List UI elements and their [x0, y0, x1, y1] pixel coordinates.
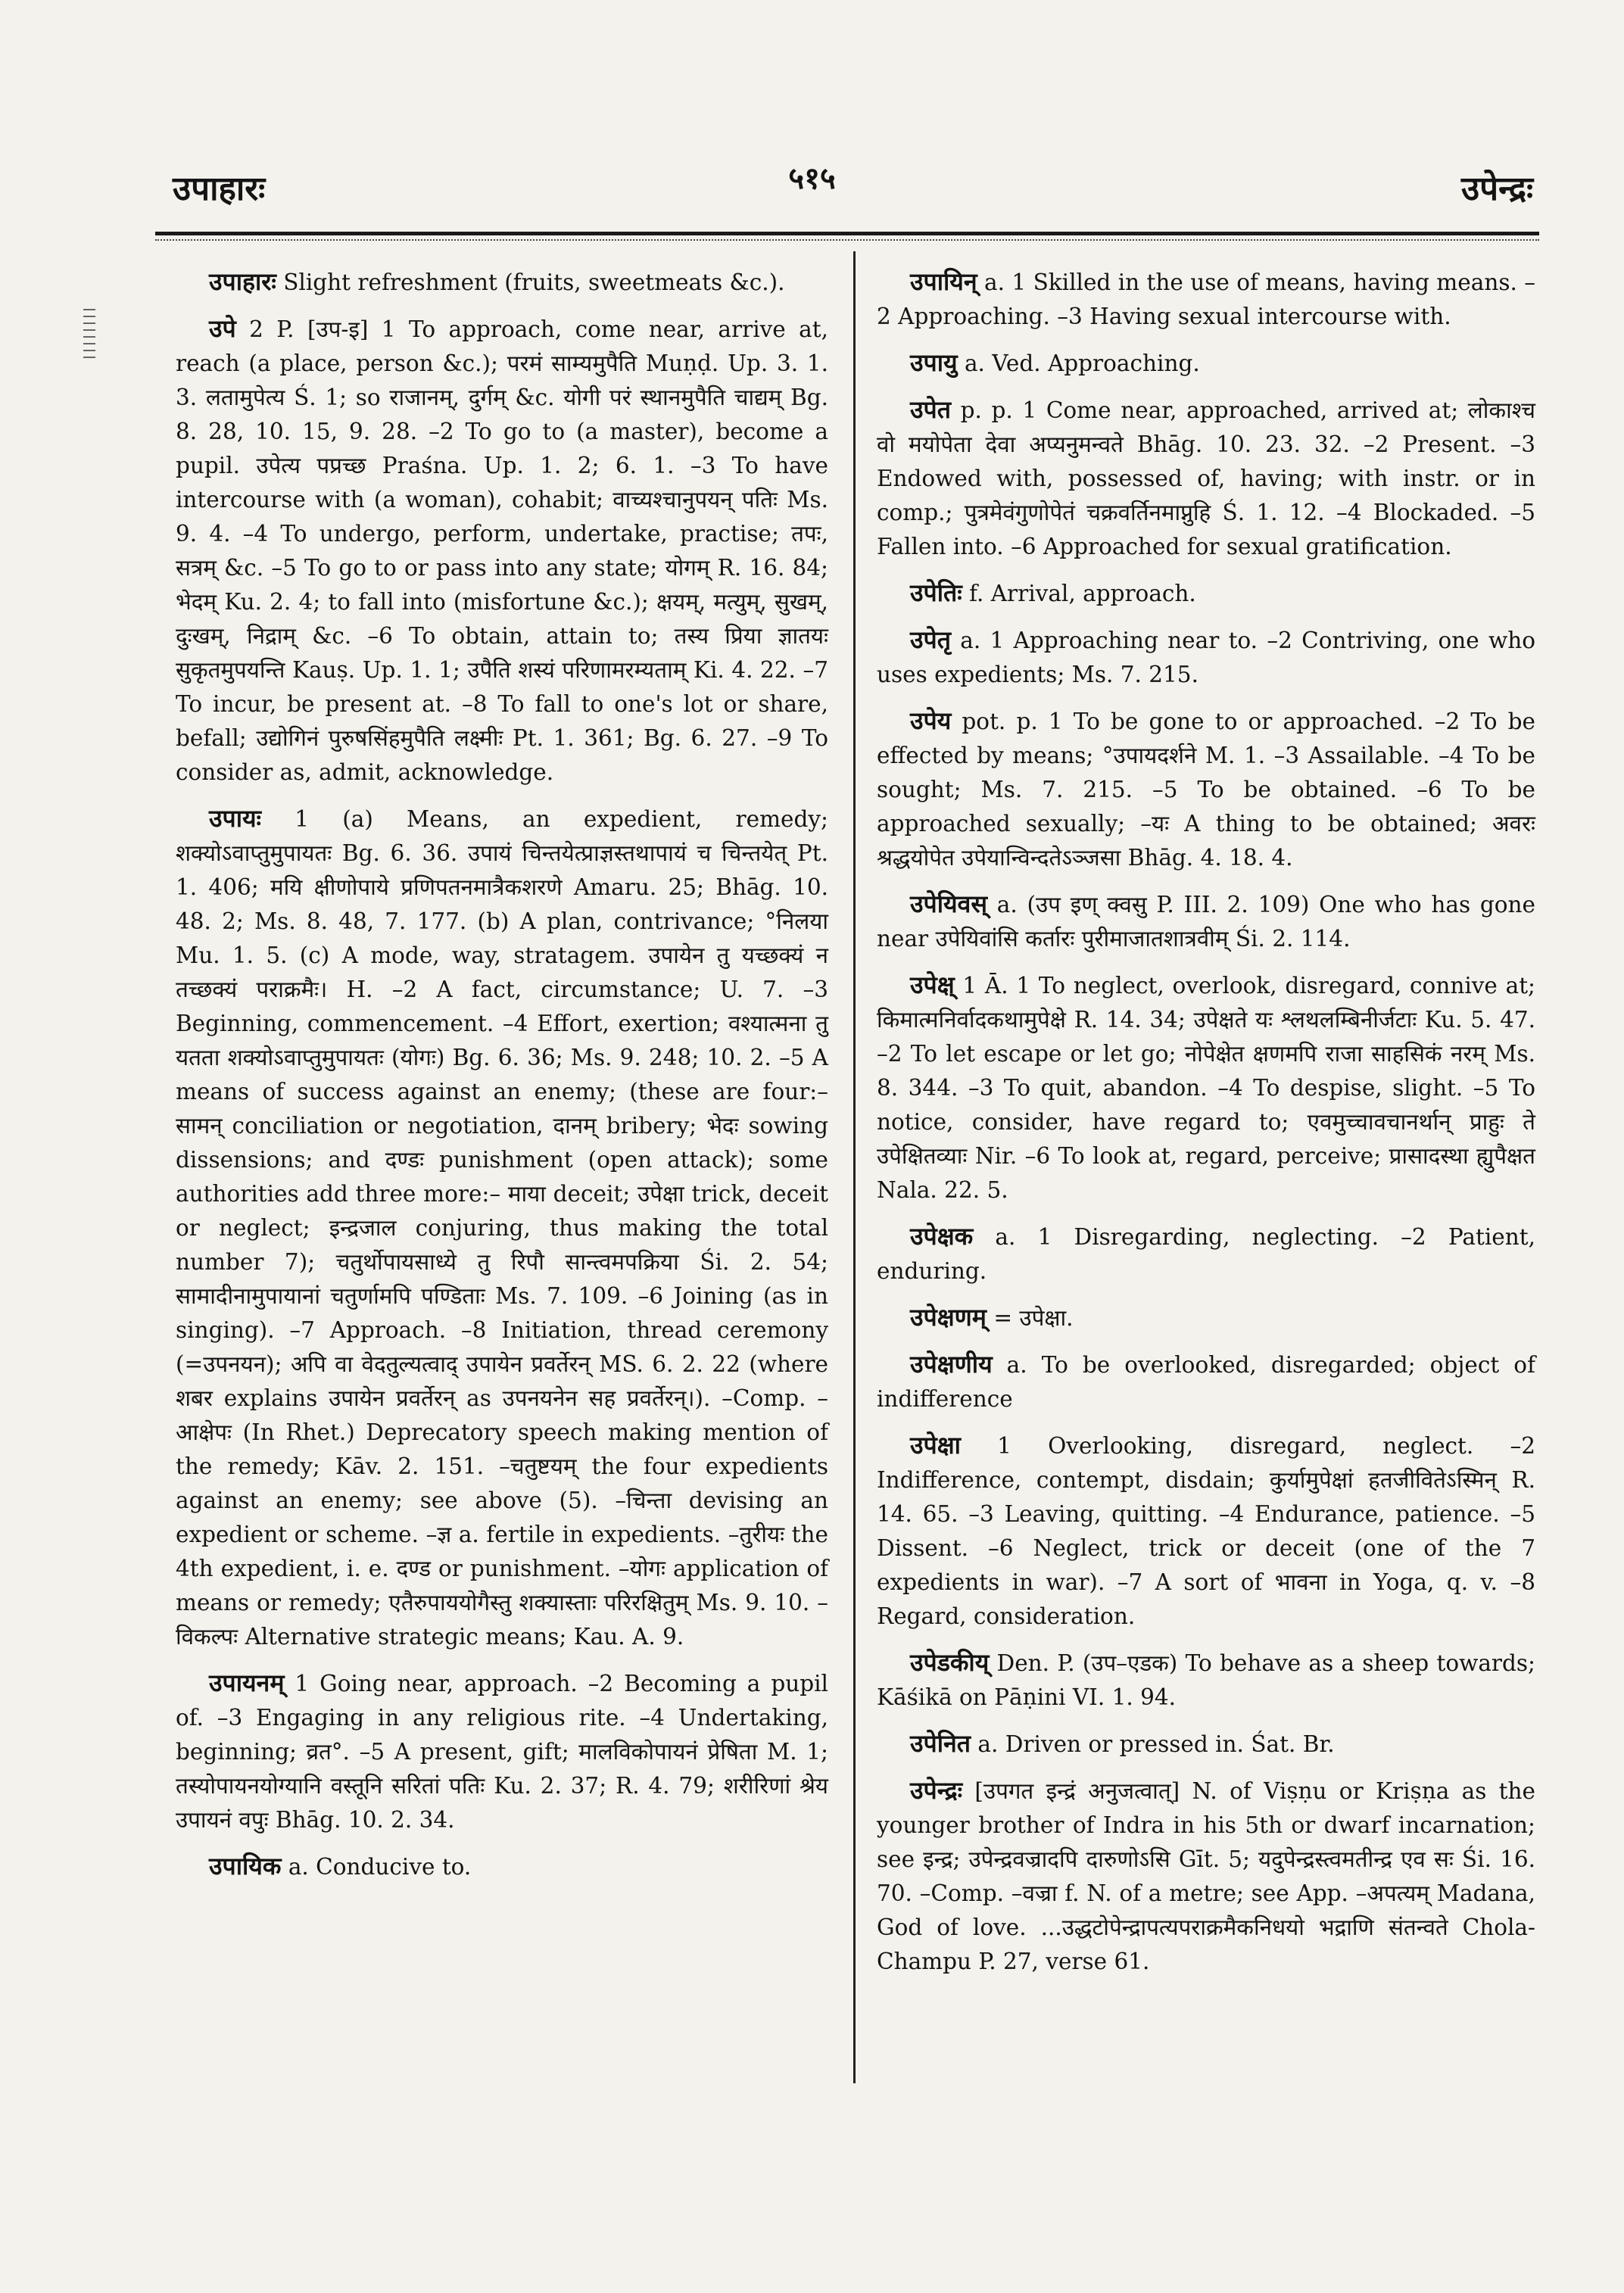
entry-headword: उपेक्ष् — [910, 970, 955, 999]
page-number: ५१५ — [788, 160, 836, 196]
entry-headword: उपायः — [209, 804, 262, 833]
entry-definition: = उपेक्षा. — [986, 1305, 1074, 1331]
entry-definition: a. 1 Disregarding, neglecting. –2 Patient, enduring. — [877, 1224, 1535, 1284]
entry-definition: a. Conducive to. — [281, 1854, 472, 1880]
running-head-right: उपेन्द्रः — [1461, 170, 1533, 208]
dictionary-entry — [877, 968, 1535, 1207]
entry-definition: a. Driven or pressed in. Śat. Br. — [971, 1731, 1335, 1757]
entry-headword: उपेत — [910, 395, 951, 424]
entry-definition: a. To be overlooked, disregarded; object of indifference — [877, 1352, 1535, 1412]
entry-headword: उपेडकीय् — [910, 1648, 990, 1677]
dictionary-entry — [176, 1849, 828, 1884]
entry-headword: उपायिन् — [910, 267, 977, 296]
dictionary-entry — [877, 1301, 1535, 1335]
header-dotted-rule — [155, 239, 1539, 241]
entry-definition: 2 P. [उप-इ] 1 To approach, come near, arrive at, reach (a place, person &c.); परमं साम्यमुपैति Muṇḍ. Up. 3. 1. 3. लतामुपेत्य Ś. 1; so राजानम्, दुर्गम् &c. योगी परं स्थानमुपैति चाद्यम् Bg. 8. 28, 10. 15, 9. 28. –2 To go to (a master), become a pupil. उपेत्य पप्रच्छ Praśna. Up. 1. 2; 6. 1. –3 To have intercourse with (a woman), cohabit; वाच्यश्चानुपयन् पतिः Ms. 9. 4. –4 To undergo, perform, undertake, practise; तपः, सत्रम् &c. –5 To go to or pass into any state; योगम् R. 16. 84; भेदम् Ku. 2. 4; to fall into (misfortune &c.); क्षयम्, मत्युम्, सुखम्, दुःखम्, निद्राम् &c. –6 To obtain, attain to; तस्य प्रिया ज्ञातयः सुकृतमुपयन्ति Kauṣ. Up. 1. 1; उपैति शस्यं परिणामरम्यताम् Ki. 4. 22. –7 To incur, be present at. –8 To fall to one's lot or share, befall; उद्योगिनं पुरुषसिंहमुपैति लक्ष्मीः Pt. 1. 361; Bg. 6. 27. –9 To consider as, admit, acknowledge. — [176, 316, 828, 785]
entry-definition: 1 Going near, approach. –2 Becoming a pupil of. –3 Engaging in any religious rite. –4 Undertaking, beginning; व्रत°. –5 A present, gift; मालविकोपायनं प्रेषिता M. 1; तस्योपायनयोग्यानि वस्तूनि सरितां पतिः Ku. 2. 37; R. 4. 79; शरीरिणां श्रेय उपायनं वपुः Bhāg. 10. 2. 34. — [176, 1671, 828, 1833]
dictionary-entry — [176, 312, 828, 790]
dictionary-entry — [877, 346, 1535, 381]
dictionary-entry — [877, 576, 1535, 611]
column-divider — [853, 251, 856, 2083]
running-head-left: उपाहारः — [173, 170, 266, 208]
entry-headword: उपेतृ — [910, 625, 951, 654]
entry-headword: उपेक्षक — [910, 1222, 974, 1251]
entry-headword: उपेक्षणम् — [910, 1303, 987, 1332]
entry-headword: उपेनित — [910, 1729, 971, 1758]
dictionary-entry — [877, 1428, 1535, 1634]
margin-tick-marks — [83, 309, 95, 359]
entry-definition: a. Ved. Approaching. — [957, 350, 1200, 376]
dictionary-entry — [176, 802, 828, 1654]
entry-definition: Slight refreshment (fruits, sweetmeats &c.). — [276, 269, 785, 295]
entry-headword: उपे — [209, 314, 236, 343]
dictionary-entry — [877, 623, 1535, 692]
right-column — [877, 265, 1535, 1991]
entry-definition: a. 1 Skilled in the use of means, having means. –2 Approaching. –3 Having sexual intercourse with. — [877, 269, 1535, 329]
entry-definition: p. p. 1 Come near, approached, arrived at; लोकाश्च वो मयोपेता देवा अप्यनुमन्वते Bhāg. 10. 23. 32. –2 Present. –3 Endowed with, possessed of, having; with instr. or in comp.; पुत्रमेवंगुणोपेतं चक्रवर्तिनमाप्नुहि Ś. 1. 12. –4 Blockaded. –5 Fallen into. –6 Approached for sexual gratification. — [877, 397, 1535, 559]
dictionary-entry — [176, 265, 828, 300]
entry-definition: a. 1 Approaching near to. –2 Contriving, one who uses expedients; Ms. 7. 215. — [877, 628, 1535, 687]
dictionary-entry — [877, 1727, 1535, 1762]
entry-definition: a. (उप इण् क्वसु P. III. 2. 109) One who has gone near उपेयिवांसि कर्तारः पुरीमाजातशात्रवीम् Śi. 2. 114. — [877, 892, 1535, 952]
dictionary-entry — [877, 887, 1535, 956]
entry-headword: उपायु — [910, 348, 958, 377]
header-rule — [155, 232, 1539, 235]
entry-headword: उपेन्द्रः — [910, 1776, 963, 1805]
entry-definition: Den. P. (उप–एडक) To behave as a sheep towards; Kāśikā on Pāṇini VI. 1. 94. — [877, 1650, 1535, 1710]
dictionary-entry — [877, 1646, 1535, 1715]
entry-definition: [उपगत इन्द्रं अनुजत्वात्] N. of Viṣṇu or Kriṣṇa as the younger brother of Indra in his 5th or dwarf incarnation; see इन्द्र; उपेन्द्रवज्रादपि दारुणोऽसि Gīt. 5; यदुपेन्द्रस्त्वमतीन्द्र एव सः Śi. 16. 70. –Comp. –वज्रा f. N. of a metre; see App. –अपत्यम् Madana, God of love. ...उद्धटोपेन्द्रापत्यपराक्रमैकनिधयो भद्राणि संतन्वते Chola-Champu P. 27, verse 61. — [877, 1778, 1535, 1974]
entry-definition: 1 Overlooking, disregard, neglect. –2 Indifference, contempt, disdain; कुर्यामुपेक्षां हतजीवितेऽस्मिन् R. 14. 65. –3 Leaving, quitting. –4 Endurance, patience. –5 Dissent. –6 Neglect, trick or deceit (one of the 7 expedients in war). –7 A sort of भावना in Yoga, q. v. –8 Regard, consideration. — [877, 1433, 1535, 1629]
entry-headword: उपेयिवस् — [910, 889, 987, 918]
entry-headword: उपेतिः — [910, 578, 962, 607]
dictionary-entry — [176, 1666, 828, 1837]
dictionary-entry — [877, 393, 1535, 564]
entry-headword: उपेक्षा — [910, 1431, 961, 1460]
dictionary-entry — [877, 1774, 1535, 1979]
entry-headword: उपेक्षणीय — [910, 1350, 993, 1379]
entry-headword: उपेय — [910, 706, 952, 735]
dictionary-entry — [877, 1347, 1535, 1416]
dictionary-entry — [877, 704, 1535, 875]
entry-headword: उपायनम् — [209, 1668, 285, 1697]
entry-definition: f. Arrival, approach. — [962, 581, 1196, 606]
entry-definition: 1 Ā. 1 To neglect, overlook, disregard, connive at; किमात्मनिर्वादकथामुपेक्षे R. 14. 34; उपेक्षते यः श्लथलम्बिनीर्जटाः Ku. 5. 47. –2 To let escape or let go; नोपेक्षेत क्षणमपि राजा साहसिकं नरम् Ms. 8. 344. –3 To quit, abandon. –4 To despise, slight. –5 To notice, consider, have regard to; एवमुच्चावचानर्थान् प्राहुः ते उपेक्षितव्याः Nir. –6 To look at, regard, perceive; प्रासादस्था ह्युपैक्षत Nala. 22. 5. — [877, 973, 1535, 1203]
entry-headword: उपायिक — [209, 1852, 282, 1880]
dictionary-entry — [877, 265, 1535, 334]
left-column — [176, 265, 828, 1896]
entry-definition: pot. p. 1 To be gone to or approached. –2 To be effected by means; °उपायदर्शने M. 1. –3 Assailable. –4 To be sought; Ms. 7. 215. –5 To be obtained. –6 To be approached sexually; –यः A thing to be obtained; अवरः श्रद्धयोपेत उपेयान्विन्दतेऽञ्जसा Bhāg. 4. 18. 4. — [877, 709, 1535, 871]
entry-definition: 1 (a) Means, an expedient, remedy; शक्योऽवाप्तुमुपायतः Bg. 6. 36. उपायं चिन्तयेत्प्राज्ञस्तथापायं च चिन्तयेत् Pt. 1. 406; मयि क्षीणोपाये प्रणिपतनमात्रैकशरणे Amaru. 25; Bhāg. 10. 48. 2; Ms. 8. 48, 7. 177. (b) A plan, contrivance; °निलया Mu. 1. 5. (c) A mode, way, stratagem. उपायेन तु यच्छक्यं न तच्छक्यं पराक्रमैः। H. –2 A fact, circumstance; U. 7. –3 Beginning, commencement. –4 Effort, exertion; वश्यात्मना तु यतता शक्योऽवाप्तुमुपायतः (योगः) Bg. 6. 36; Ms. 9. 248; 10. 2. –5 A means of success against an enemy; (these are four:– सामन् conciliation or negotiation, दानम् bribery; भेदः sowing dissensions; and दण्डः punishment (open attack); some authorities add three more:– माया deceit; उपेक्षा trick, deceit or neglect; इन्द्रजाल conjuring, thus making the total number 7); चतुर्थोपायसाध्ये तु रिपौ सान्त्वमपक्रिया Śi. 2. 54; सामादीनामुपायानां चतुर्णामपि पण्डिताः Ms. 7. 109. –6 Joining (as in singing). –7 Approach. –8 Initiation, thread ceremony (=उपनयन); अपि वा वेदतुल्यत्वाद् उपायेन प्रवर्तेरन् MS. 6. 2. 22 (where शबर explains उपायेन प्रवर्तेरन् as उपनयनेन सह प्रवर्तेरन्।). –Comp. –आक्षेपः (In Rhet.) Deprecatory speech making mention of the remedy; Kāv. 2. 151. –चतुष्टयम् the four expedients against an enemy; see above (5). –चिन्ता devising an expedient or scheme. –ज्ञ a. fertile in expedients. –तुरीयः the 4th expedient, i. e. दण्ड or punishment. –योगः application of means or remedy; एतैरुपाययोगैस्तु शक्यास्ताः परिरक्षितुम् Ms. 9. 10. –विकल्पः Alternative strategic means; Kau. A. 9. — [176, 806, 828, 1650]
entry-headword: उपाहारः — [209, 267, 276, 296]
dictionary-entry — [877, 1220, 1535, 1288]
